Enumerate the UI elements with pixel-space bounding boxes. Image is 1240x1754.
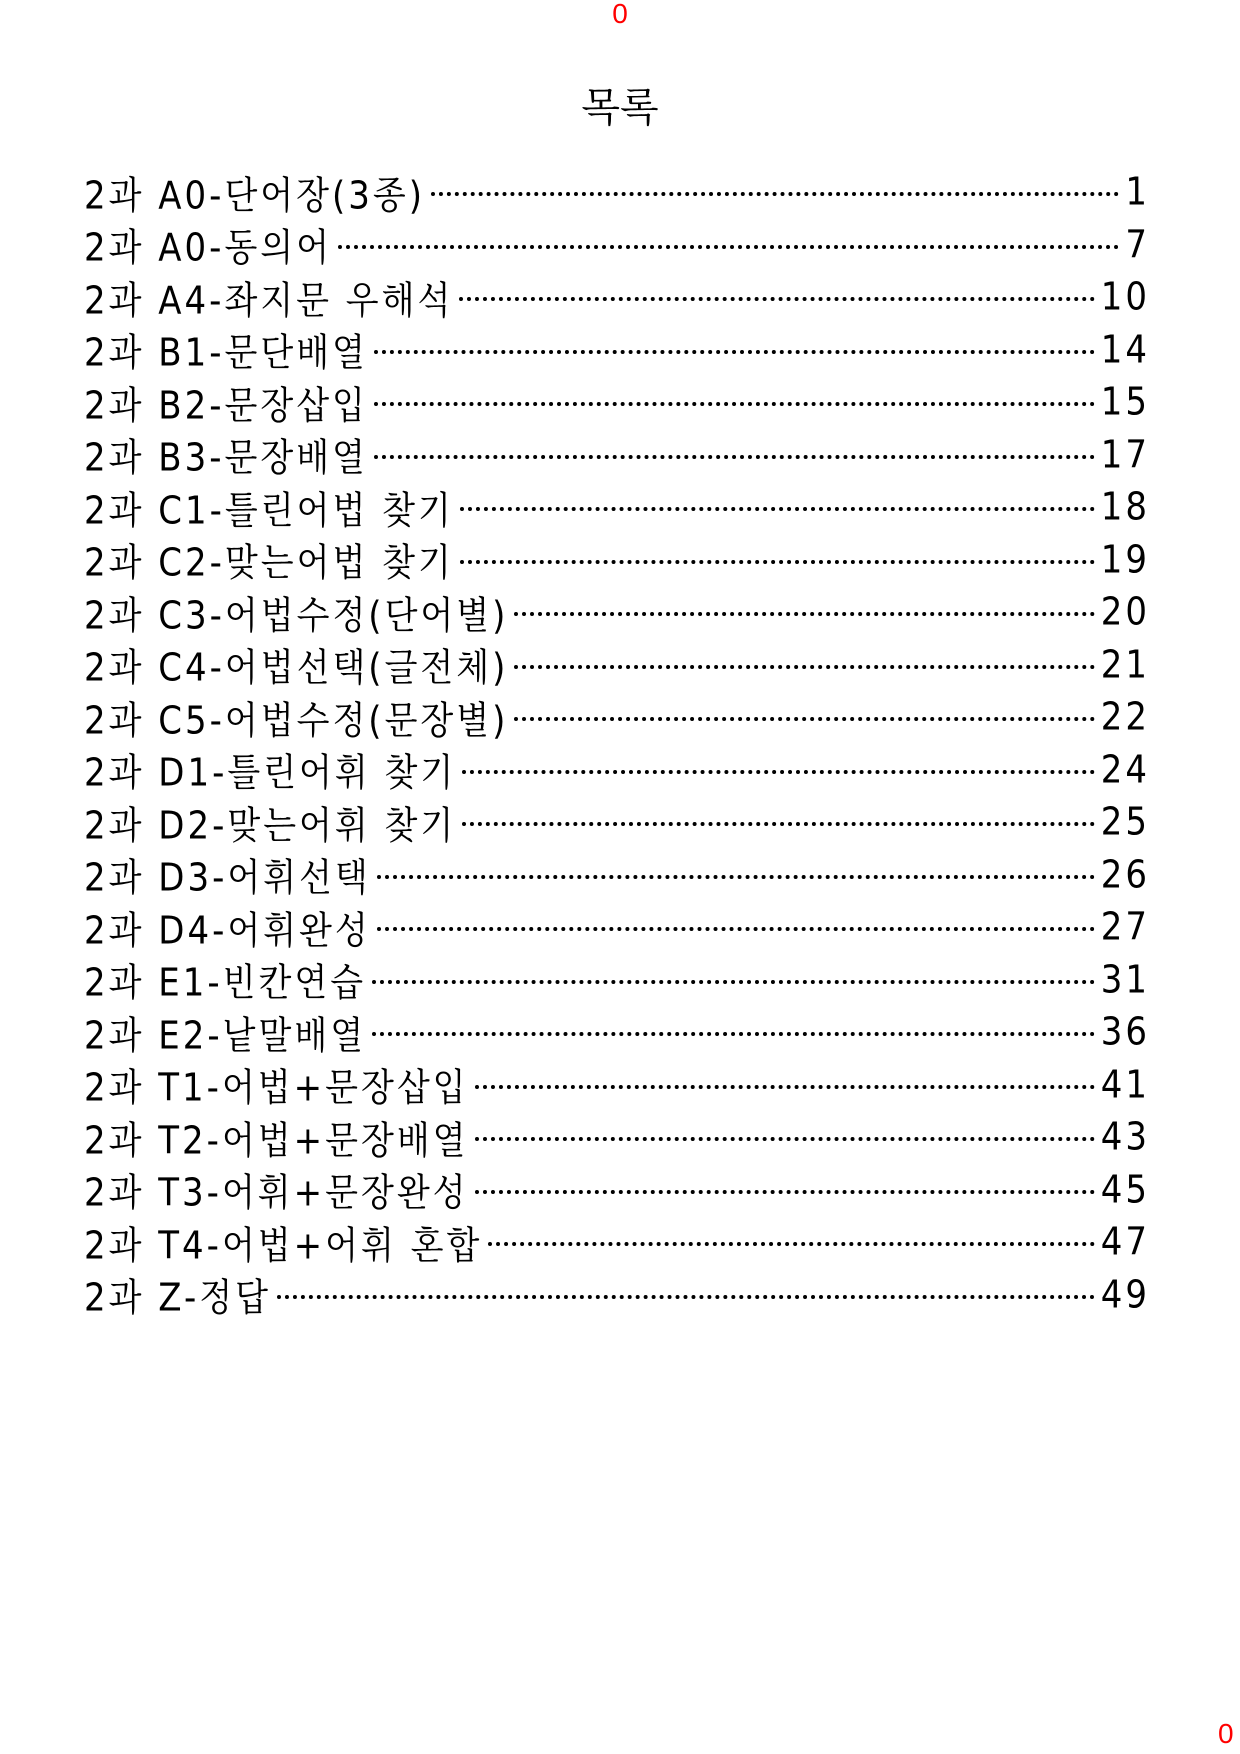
- toc-entry[interactable]: [84, 1216, 1150, 1269]
- toc-entry-label: 2과 D1-틀린어휘 찾기: [84, 751, 457, 797]
- toc-entry-label: 2과 A0-단어장(3종): [84, 173, 425, 219]
- toc-entry[interactable]: [84, 744, 1150, 797]
- toc-entry-label: 2과 C3-어법수정(단어별): [84, 593, 509, 639]
- toc-entry[interactable]: [84, 954, 1150, 1007]
- toc-entry-label: 2과 A4-좌지문 우해석: [84, 278, 454, 324]
- page-marker-bottom: 0: [1218, 1718, 1234, 1749]
- toc-entry-page: 25: [1100, 799, 1150, 845]
- dot-leader: [459, 297, 1094, 301]
- dot-leader: [377, 875, 1095, 879]
- toc-entry-page: 17: [1100, 432, 1150, 478]
- toc-entry-label: 2과 D2-맞는어휘 찾기: [84, 803, 457, 849]
- toc-entry-label: 2과 E1-빈칸연습: [84, 961, 367, 1007]
- toc-entry[interactable]: [84, 901, 1150, 954]
- toc-entry-page: 1: [1125, 169, 1150, 215]
- toc-entry[interactable]: [84, 271, 1150, 324]
- toc-entry-label: 2과 D3-어휘선택: [84, 856, 371, 902]
- toc-entry-page: 36: [1100, 1009, 1150, 1055]
- dot-leader: [475, 1190, 1095, 1194]
- toc-entry-label: 2과 B3-문장배열: [84, 436, 368, 482]
- toc-entry-page: 22: [1100, 694, 1150, 740]
- toc-entry[interactable]: [84, 1164, 1150, 1217]
- toc-entry-page: 31: [1100, 957, 1150, 1003]
- toc-entry-page: 21: [1100, 642, 1150, 688]
- dot-leader: [460, 560, 1095, 564]
- toc-entry[interactable]: [84, 324, 1150, 377]
- dot-leader: [488, 1242, 1094, 1246]
- toc-entry-label: 2과 Z-정답: [84, 1276, 271, 1322]
- toc-entry-page: 43: [1100, 1114, 1150, 1160]
- dot-leader: [462, 822, 1094, 826]
- toc-entry-page: 20: [1100, 589, 1150, 635]
- toc-entry-label: 2과 C5-어법수정(문장별): [84, 698, 509, 744]
- toc-entry-label: 2과 A0-동의어: [84, 226, 332, 272]
- dot-leader: [514, 717, 1094, 721]
- dot-leader: [277, 1295, 1095, 1299]
- toc-entry-page: 24: [1100, 747, 1150, 793]
- toc-entry[interactable]: [84, 1269, 1150, 1322]
- toc-entry-label: 2과 T1-어법+문장삽입: [84, 1066, 469, 1112]
- dot-leader: [338, 245, 1119, 249]
- dot-leader: [374, 350, 1095, 354]
- toc-entry[interactable]: [84, 429, 1150, 482]
- dot-leader: [377, 927, 1095, 931]
- toc-entry[interactable]: [84, 639, 1150, 692]
- table-of-contents: [84, 166, 1150, 1321]
- page-marker-top: 0: [612, 0, 628, 29]
- dot-leader: [475, 1085, 1095, 1089]
- toc-entry[interactable]: [84, 534, 1150, 587]
- toc-entry[interactable]: [84, 166, 1150, 219]
- toc-entry-page: 27: [1100, 904, 1150, 950]
- toc-entry-label: 2과 T3-어휘+문장완성: [84, 1171, 469, 1217]
- toc-entry[interactable]: [84, 1006, 1150, 1059]
- toc-entry-page: 14: [1100, 327, 1150, 373]
- toc-entry-page: 10: [1100, 274, 1150, 320]
- toc-entry-label: 2과 C1-틀린어법 찾기: [84, 488, 454, 534]
- toc-entry-label: 2과 C4-어법선택(글전체): [84, 646, 509, 692]
- toc-entry-label: 2과 C2-맞는어법 찾기: [84, 541, 454, 587]
- dot-leader: [514, 612, 1094, 616]
- toc-entry-page: 7: [1125, 222, 1150, 268]
- toc-entry-label: 2과 E2-낱말배열: [84, 1013, 367, 1059]
- toc-entry-page: 41: [1100, 1062, 1150, 1108]
- toc-entry[interactable]: [84, 481, 1150, 534]
- toc-entry-label: 2과 B2-문장삽입: [84, 383, 368, 429]
- dot-leader: [372, 980, 1095, 984]
- toc-entry-page: 47: [1100, 1219, 1150, 1265]
- dot-leader: [475, 1137, 1095, 1141]
- dot-leader: [374, 402, 1095, 406]
- dot-leader: [460, 507, 1095, 511]
- toc-entry-label: 2과 T2-어법+문장배열: [84, 1118, 469, 1164]
- toc-entry[interactable]: [84, 219, 1150, 272]
- dot-leader: [462, 770, 1094, 774]
- toc-entry[interactable]: [84, 849, 1150, 902]
- dot-leader: [374, 455, 1095, 459]
- toc-entry-page: 19: [1100, 537, 1150, 583]
- dot-leader: [514, 665, 1094, 669]
- toc-entry[interactable]: [84, 796, 1150, 849]
- toc-entry[interactable]: [84, 376, 1150, 429]
- page-title: 목록: [581, 85, 659, 131]
- toc-entry-page: 49: [1100, 1272, 1150, 1318]
- dot-leader: [431, 192, 1119, 196]
- toc-entry-label: 2과 T4-어법+어휘 혼합: [84, 1223, 483, 1269]
- toc-entry-label: 2과 D4-어휘완성: [84, 908, 371, 954]
- toc-entry[interactable]: [84, 691, 1150, 744]
- toc-entry-page: 18: [1100, 484, 1150, 530]
- toc-entry-page: 15: [1100, 379, 1150, 425]
- toc-entry[interactable]: [84, 1059, 1150, 1112]
- toc-entry[interactable]: [84, 586, 1150, 639]
- dot-leader: [372, 1032, 1095, 1036]
- toc-entry-page: 26: [1100, 852, 1150, 898]
- toc-entry-label: 2과 B1-문단배열: [84, 331, 368, 377]
- toc-entry-page: 45: [1100, 1167, 1150, 1213]
- toc-entry[interactable]: [84, 1111, 1150, 1164]
